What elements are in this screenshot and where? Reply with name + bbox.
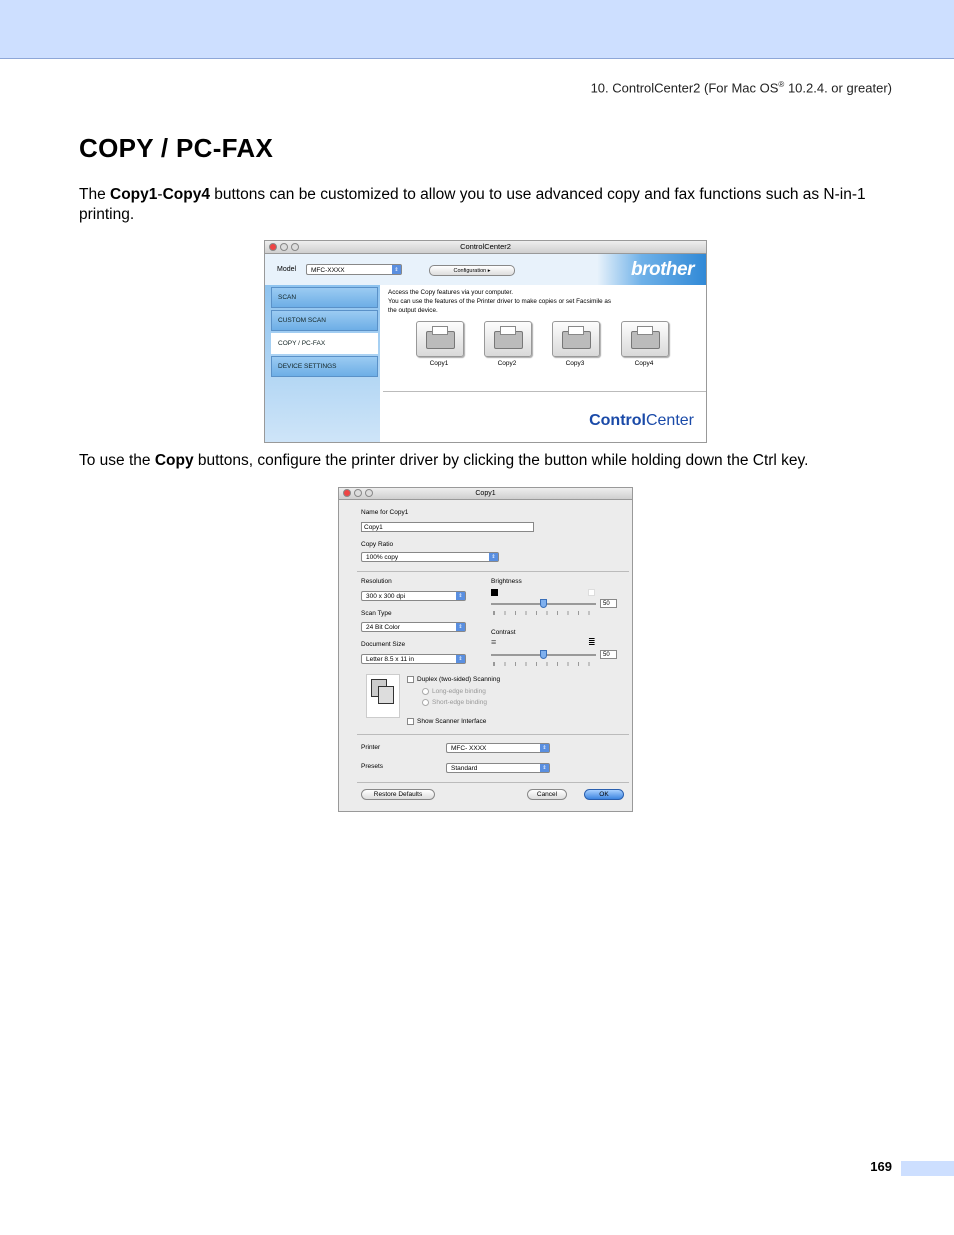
contrast-value[interactable]: 50 — [600, 650, 617, 659]
divider — [357, 571, 629, 572]
sidebar-item-device-settings[interactable]: DEVICE SETTINGS — [271, 356, 378, 377]
copy3-label: Copy3 — [565, 360, 585, 367]
resolution-label: Resolution — [361, 578, 392, 585]
contrast-slider-thumb[interactable] — [540, 650, 547, 659]
contrast-label: Contrast — [491, 629, 516, 636]
chevron-updown-icon: ⇕ — [456, 623, 465, 631]
sidebar-item-custom-scan[interactable]: CUSTOM SCAN — [271, 310, 378, 331]
copy4-button[interactable] — [621, 321, 669, 357]
scan-type-select[interactable]: 24 Bit Color ⇕ — [361, 622, 466, 632]
name-label: Name for Copy1 — [361, 509, 409, 516]
copy1-button[interactable] — [416, 321, 464, 357]
minimize-icon[interactable] — [354, 489, 362, 497]
configuration-button[interactable]: Configuration ▸ — [429, 265, 515, 276]
ratio-select[interactable]: 100% copy ⇕ — [361, 552, 499, 562]
printer-label: Printer — [361, 744, 381, 751]
running-header: 10. ControlCenter2 (For Mac OS® 10.2.4. or greater) — [590, 80, 892, 96]
copy2-label: Copy2 — [497, 360, 517, 367]
brightness-value[interactable]: 50 — [600, 599, 617, 608]
contrast-ticks — [493, 662, 594, 666]
controlcenter-header — [265, 254, 707, 285]
printer-icon — [562, 331, 591, 349]
brightness-ticks — [493, 611, 594, 615]
divider — [383, 391, 707, 392]
chevron-updown-icon: ⇕ — [540, 744, 549, 752]
copy1-dialog — [338, 487, 633, 812]
intro-paragraph: The Copy1-Copy4 buttons can be customized to allow you to use advanced copy and fax functions such as N-in-1 printing. — [79, 186, 866, 223]
main-panel — [383, 285, 707, 443]
long-edge-label: Long-edge binding — [432, 688, 486, 695]
dark-square-icon — [491, 589, 498, 596]
chevron-updown-icon: ⇕ — [456, 592, 465, 600]
brightness-slider-thumb[interactable] — [540, 599, 547, 608]
presets-select[interactable]: Standard ⇕ — [446, 763, 550, 773]
model-select[interactable]: MFC-XXXX ⇕ — [306, 264, 402, 275]
short-edge-radio[interactable] — [422, 699, 429, 706]
long-edge-radio[interactable] — [422, 688, 429, 695]
sidebar-item-copy-pcfax[interactable]: COPY / PC-FAX — [271, 333, 378, 354]
controlcenter-logo: ControlCenter — [589, 412, 694, 429]
chevron-updown-icon: ⇕ — [392, 265, 401, 274]
restore-defaults-button[interactable]: Restore Defaults — [361, 789, 435, 800]
printer-icon — [631, 331, 660, 349]
close-icon[interactable] — [343, 489, 351, 497]
duplex-checkbox[interactable] — [407, 676, 414, 683]
show-scanner-label: Show Scanner Interface — [417, 718, 487, 725]
minimize-icon[interactable] — [280, 243, 288, 251]
copy1-label: Copy1 — [429, 360, 449, 367]
sidebar-item-scan[interactable]: SCAN — [271, 287, 378, 308]
header-band — [0, 0, 954, 59]
window-titlebar — [265, 241, 706, 254]
chevron-updown-icon: ⇕ — [456, 655, 465, 663]
ok-button[interactable]: OK — [584, 789, 624, 800]
page-number: 169 — [870, 1159, 892, 1174]
footer-band — [901, 1161, 954, 1176]
name-input[interactable]: Copy1 — [361, 522, 534, 532]
show-scanner-checkbox[interactable] — [407, 718, 414, 725]
scan-type-label: Scan Type — [361, 610, 392, 617]
document-preview-icon — [366, 674, 400, 718]
play-arrow-icon: ▸ — [487, 268, 491, 274]
sidebar — [265, 285, 380, 443]
zoom-icon[interactable] — [365, 489, 373, 497]
divider — [357, 734, 629, 735]
doc-size-select[interactable]: Letter 8.5 x 11 in ⇕ — [361, 654, 466, 664]
printer-icon — [426, 331, 455, 349]
printer-icon — [494, 331, 523, 349]
instruction-paragraph: To use the Copy buttons, configure the printer driver by clicking the button while holding down the Ctrl key. — [79, 452, 809, 469]
controlcenter-window — [264, 240, 707, 443]
chevron-updown-icon: ⇕ — [540, 764, 549, 772]
close-icon[interactable] — [269, 243, 277, 251]
duplex-label: Duplex (two-sided) Scanning — [417, 676, 501, 683]
zoom-icon[interactable] — [291, 243, 299, 251]
cancel-button[interactable]: Cancel — [527, 789, 567, 800]
model-label: Model — [277, 266, 297, 273]
low-contrast-icon: ≡ — [491, 637, 497, 647]
printer-select[interactable]: MFC- XXXX ⇕ — [446, 743, 550, 753]
copy2-button[interactable] — [484, 321, 532, 357]
copy3-button[interactable] — [552, 321, 600, 357]
presets-label: Presets — [361, 763, 384, 770]
doc-size-label: Document Size — [361, 641, 406, 648]
resolution-select[interactable]: 300 x 300 dpi ⇕ — [361, 591, 466, 601]
high-contrast-icon: ≣ — [588, 637, 596, 647]
short-edge-label: Short-edge binding — [432, 699, 487, 706]
dialog-titlebar — [339, 488, 632, 500]
chevron-updown-icon: ⇕ — [489, 553, 498, 561]
light-square-icon — [588, 589, 595, 596]
window-title: ControlCenter2 — [460, 242, 511, 251]
copy4-label: Copy4 — [634, 360, 654, 367]
dialog-title: Copy1 — [475, 490, 496, 497]
brother-logo: brother — [631, 259, 694, 280]
brightness-label: Brightness — [491, 578, 522, 585]
divider — [357, 782, 629, 783]
ratio-label: Copy Ratio — [361, 541, 394, 548]
section-title: COPY / PC-FAX — [79, 133, 274, 163]
access-description: Access the Copy features via your computer. You can use the features of the Printer driver to make copies or set Facsimile as the output device. — [388, 289, 612, 314]
